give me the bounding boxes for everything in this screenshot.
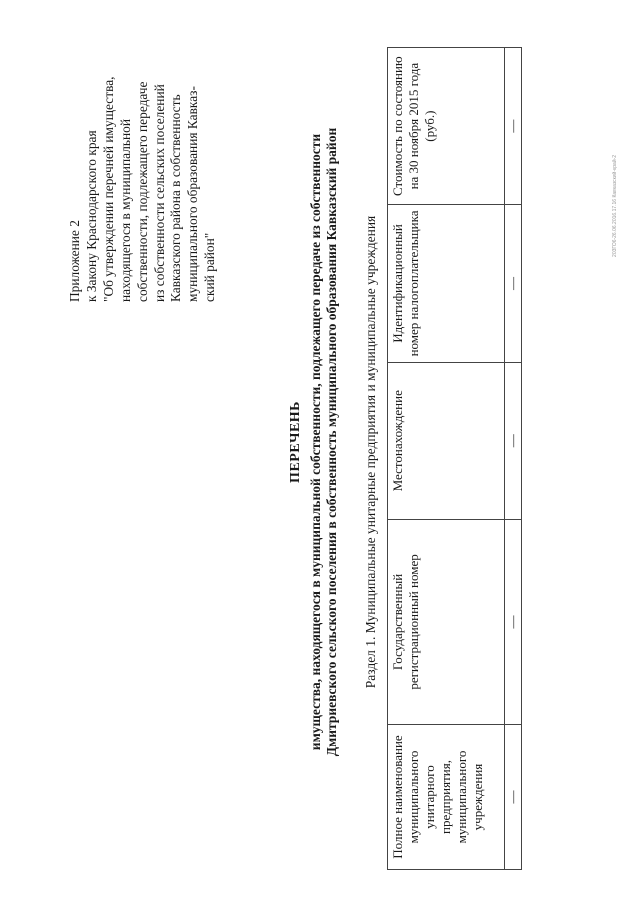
appendix-note	[67, 52, 219, 302]
table-cell: —	[505, 205, 522, 362]
appendix-line: к Закону Краснодарского края	[83, 130, 99, 302]
table-cell: —	[505, 519, 522, 724]
table-cell: —	[505, 48, 522, 205]
appendix-line: "Об утверждении перечней имущества,	[100, 76, 116, 302]
table-cell: —	[505, 725, 522, 870]
appendix-line: Приложение 2	[67, 220, 82, 302]
appendix-line: находящегося в муниципальной	[117, 118, 133, 302]
section-heading: Раздел 1. Муниципальные унитарные предприятия и муниципальные учреждения	[363, 215, 378, 689]
title-sub-line-1: имущества, находящегося в муниципальной собственности, подлежащего передаче из собственности	[308, 133, 323, 751]
title-sub-line-2: Дмитриевского сельского поселения в собственность муниципального образования Кавказский район	[324, 127, 339, 757]
document-title	[288, 12, 340, 872]
title-main: ПЕРЕЧЕНЬ	[288, 401, 303, 483]
header-registration-number: Государственный регистрационный номер	[388, 519, 505, 724]
appendix-line: муниципального образования Кавказ-	[185, 86, 201, 302]
header-full-name: Полное наименование муниципального унитарного предприятия, муниципального учреждения	[388, 725, 505, 870]
header-location: Местонахождение	[388, 362, 505, 519]
table-header-row	[388, 48, 505, 870]
table-cell: —	[505, 362, 522, 519]
property-table	[387, 47, 522, 870]
document-stamp: 203ГО6-26.06.2016.17.16 Кавказский-край-2	[612, 155, 618, 257]
rotated-content	[20, 12, 620, 892]
header-value: Стоимость по состоянию на 30 ноября 2015 года (руб.)	[388, 48, 505, 205]
appendix-line: ский район"	[202, 232, 218, 302]
header-tax-id: Идентификационный номер налогоплательщика	[388, 205, 505, 362]
appendix-line: собственности, подлежащего передаче	[134, 81, 150, 302]
table-row	[505, 48, 522, 870]
appendix-line: Кавказского района в собственность	[168, 94, 184, 302]
appendix-line: из собственности сельских поселений	[151, 84, 167, 302]
